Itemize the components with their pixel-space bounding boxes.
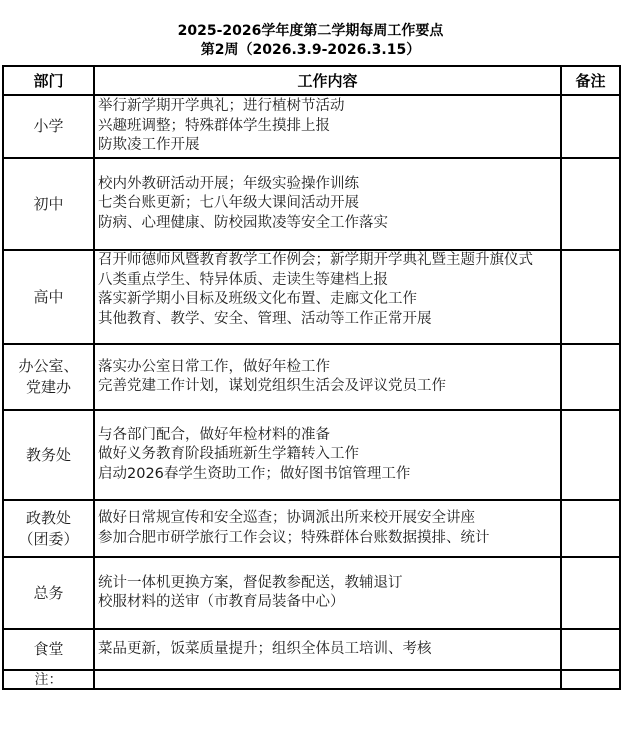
work-item: 统计一体机更换方案，督促教参配送，教辅退订	[98, 574, 403, 591]
work-item: 完善党建工作计划，谋划党组织生活会及评议党员工作	[98, 378, 446, 394]
work-content-cell	[94, 629, 561, 670]
work-item: 做好义务教育阶段插班新生学籍转入工作	[98, 446, 359, 463]
table-row-general-affairs	[3, 557, 620, 629]
work-content-cell	[94, 500, 561, 557]
work-item: 落实新学期小目标及班级文化布置、走廊文化工作	[98, 291, 417, 307]
work-item: 举行新学期开学典礼；进行植树节活动	[98, 98, 345, 115]
department-line: （团委）	[18, 529, 79, 548]
remarks-cell	[561, 670, 620, 689]
remarks-cell	[561, 158, 620, 250]
note-label: 注：	[3, 670, 94, 689]
work-content-cell	[94, 557, 561, 629]
work-item: 七类台账更新；七八年级大课间活动开展	[98, 195, 359, 212]
department-cell	[3, 344, 94, 410]
department-cell: 总务	[3, 557, 94, 629]
work-item: 校内外教研活动开展；年级实验操作训练	[98, 175, 359, 192]
weekly-plan-table	[2, 65, 621, 690]
department-cell: 小学	[3, 95, 94, 158]
table-row-canteen	[3, 629, 620, 670]
work-item: 校服材料的送审（市教育局装备中心）	[98, 594, 345, 610]
work-item: 参加合肥市研学旅行工作会议；特殊群体台账数据摸排、统计	[98, 529, 490, 546]
table-row-office-party	[3, 344, 620, 410]
work-content-cell	[94, 95, 561, 158]
work-content-cell	[94, 158, 561, 250]
document-header	[0, 22, 621, 60]
department-cell	[3, 500, 94, 557]
table-row-primary-school	[3, 95, 620, 158]
work-item: 其他教育、教学、安全、管理、活动等工作正常开展	[98, 310, 432, 327]
table-row-note	[3, 670, 620, 689]
work-item: 兴趣班调整；特殊群体学生摸排上报	[98, 117, 330, 134]
header-department: 部门	[3, 66, 94, 95]
remarks-cell	[561, 344, 620, 410]
remarks-cell	[561, 410, 620, 500]
work-item: 菜品更新，饭菜质量提升；组织全体员工培训、考核	[98, 640, 432, 657]
remarks-cell	[561, 629, 620, 670]
work-item: 防病、心理健康、防校园欺凌等安全工作落实	[98, 214, 388, 231]
remarks-cell	[561, 500, 620, 557]
work-item: 做好日常规宣传和安全巡查；协调派出所来校开展安全讲座	[98, 510, 475, 526]
note-content-cell	[94, 670, 561, 689]
document-title: 2025-2026学年度第二学期每周工作要点	[177, 23, 444, 39]
work-item: 八类重点学生、特异体质、走读生等建档上报	[98, 271, 388, 288]
table-row-junior-high	[3, 158, 620, 250]
header-remarks: 备注	[561, 66, 620, 95]
document-subtitle: 第2周（2026.3.9-2026.3.15）	[200, 42, 421, 58]
work-content-cell	[94, 344, 561, 410]
table-row-senior-high	[3, 250, 620, 344]
department-cell: 高中	[3, 250, 94, 344]
department-line: 党建办	[25, 378, 71, 396]
table-row-academic-affairs	[3, 410, 620, 500]
work-content-cell	[94, 410, 561, 500]
header-work-content: 工作内容	[94, 66, 561, 95]
table-row-political-education	[3, 500, 620, 557]
department-line: 办公室、	[18, 357, 79, 375]
department-line: 政教处	[25, 508, 71, 527]
remarks-cell	[561, 250, 620, 344]
work-item: 启动2026春学生资助工作；做好图书馆管理工作	[98, 465, 411, 482]
work-content-cell	[94, 250, 561, 344]
remarks-cell	[561, 95, 620, 158]
work-item: 落实办公室日常工作，做好年检工作	[98, 358, 330, 375]
work-item: 与各部门配合，做好年检材料的准备	[98, 426, 330, 443]
department-cell: 教务处	[3, 410, 94, 500]
work-item: 防欺凌工作开展	[98, 137, 200, 154]
work-item: 召开师德师风暨教育教学工作例会；新学期开学典礼暨主题升旗仪式	[98, 252, 533, 268]
table-header-row	[3, 66, 620, 95]
department-cell: 食堂	[3, 629, 94, 670]
remarks-cell	[561, 557, 620, 629]
department-cell: 初中	[3, 158, 94, 250]
